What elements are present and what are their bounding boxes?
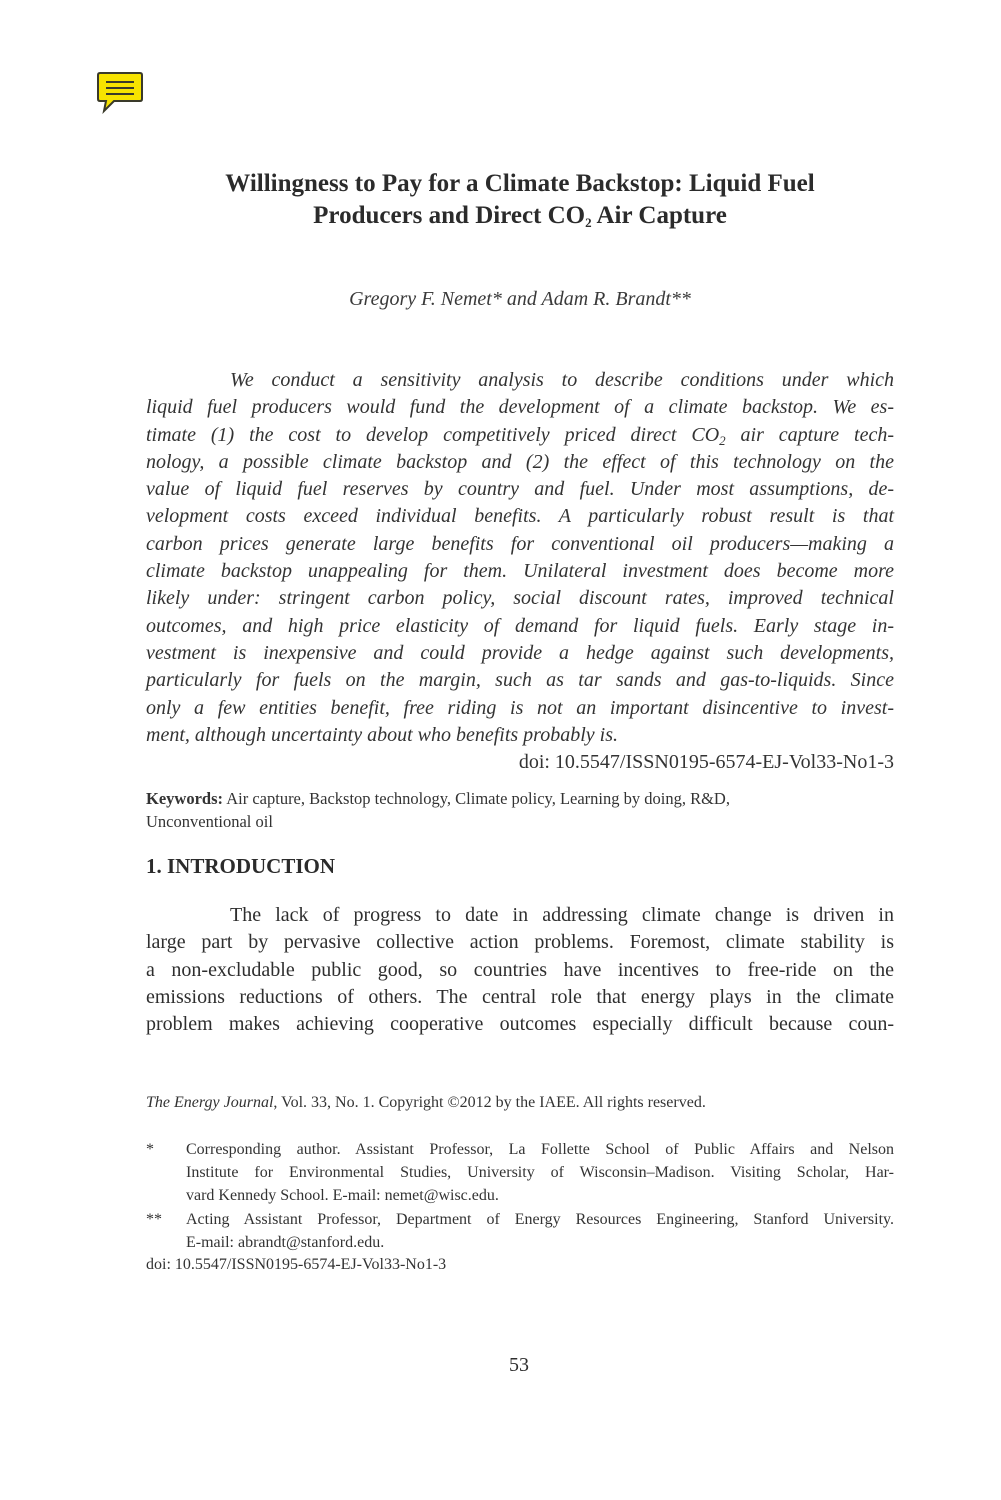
intro-line: large part by pervasive collective action problems. Foremost, climate stability is xyxy=(146,931,894,954)
abstract-line: ment, although uncertainty about who benefits probably is. xyxy=(146,723,618,746)
keywords-label: Keywords: xyxy=(146,789,223,808)
intro-line: The lack of progress to date in addressing climate change is driven in xyxy=(230,904,894,926)
journal-copyright-text: , Vol. 33, No. 1. Copyright ©2012 by the IAEE. All rights reserved. xyxy=(273,1094,706,1111)
footnote xyxy=(146,1208,894,1254)
abstract-line: only a few entities benefit, free riding is not an important disincentive to invest- xyxy=(146,696,894,719)
page-number: 53 xyxy=(509,1354,529,1376)
abstract-line: We conduct a sensitivity analysis to describe conditions under which xyxy=(230,369,894,391)
abstract-line: carbon prices generate large benefits for conventional oil producers—making a xyxy=(146,532,894,555)
abstract-text: timate (1) the cost to develop competitively priced direct CO xyxy=(146,423,720,446)
abstract-line: particularly for fuels on the margin, such as tar sands and gas-to-liquids. Since xyxy=(146,669,894,692)
authors: Gregory F. Nemet* and Adam R. Brandt** xyxy=(349,288,691,310)
title-text-end: Air Capture xyxy=(591,202,727,229)
intro-line: emissions reductions of others. The central role that energy plays in the climate xyxy=(146,985,894,1008)
abstract-line: velopment costs exceed individual benefits. A particularly robust result is that xyxy=(146,505,894,528)
abstract-doi: doi: 10.5547/ISSN0195-6574-EJ-Vol33-No1-3 xyxy=(518,751,894,774)
section-heading: 1. INTRODUCTION xyxy=(146,854,336,878)
title-subscript: 2 xyxy=(585,215,592,230)
paper-title-line-1: Willingness to Pay for a Climate Backstop: Liquid Fuel xyxy=(225,170,815,197)
footnote xyxy=(146,1138,894,1207)
footnote-line: vard Kennedy School. E-mail: nemet@wisc.edu. xyxy=(186,1187,499,1204)
paper-title-line-2 xyxy=(146,200,894,232)
abstract-line: liquid fuel producers would fund the development of a climate backstop. We es- xyxy=(146,396,894,419)
footnote-mark: ** xyxy=(146,1211,162,1228)
abstract-line: nology, a possible climate backstop and (2) the effect of this technology on the xyxy=(146,450,894,473)
footnote-line: Acting Assistant Professor, Department of Energy Resources Engineering, Stanford University. xyxy=(186,1211,894,1228)
doi-footer: doi: 10.5547/ISSN0195-6574-EJ-Vol33-No1-3 xyxy=(146,1256,447,1273)
intro-line: a non-excludable public good, so countries have incentives to free-ride on the xyxy=(146,958,894,981)
abstract-line xyxy=(146,422,894,449)
abstract-subscript: 2 xyxy=(719,432,726,448)
intro-paragraph xyxy=(146,902,894,1038)
abstract-line: likely under: stringent carbon policy, social discount rates, improved technical xyxy=(146,587,894,610)
intro-line: problem makes achieving cooperative outcomes especially difficult because coun- xyxy=(146,1013,894,1036)
journal-name: The Energy Journal xyxy=(146,1094,274,1111)
journal-copyright xyxy=(146,1092,894,1114)
keywords-text-2: Unconventional oil xyxy=(146,812,273,831)
footnote-line: E-mail: abrandt@stanford.edu. xyxy=(186,1234,385,1251)
keywords xyxy=(146,787,894,833)
footnote-line: Institute for Environmental Studies, University of Wisconsin–Madison. Visiting Scholar, Har- xyxy=(186,1164,894,1181)
abstract-line: climate backstop unappealing for them. Unilateral investment does become more xyxy=(146,560,894,583)
keywords-text: Air capture, Backstop technology, Climate policy, Learning by doing, R&D, xyxy=(223,789,730,808)
footnote-mark: * xyxy=(146,1141,154,1158)
abstract-text-end: air capture tech- xyxy=(725,423,894,446)
abstract xyxy=(146,367,894,776)
note-icon[interactable] xyxy=(96,70,144,114)
abstract-line: outcomes, and high price elasticity of demand for liquid fuels. Early stage in- xyxy=(146,614,894,637)
abstract-line: value of liquid fuel reserves by country and fuel. Under most assumptions, de- xyxy=(146,478,894,501)
title-text: Producers and Direct CO xyxy=(313,202,586,229)
abstract-line: vestment is inexpensive and could provide a hedge against such developments, xyxy=(146,641,894,664)
footnote-line: Corresponding author. Assistant Professor, La Follette School of Public Affairs and Nelson xyxy=(186,1141,894,1158)
